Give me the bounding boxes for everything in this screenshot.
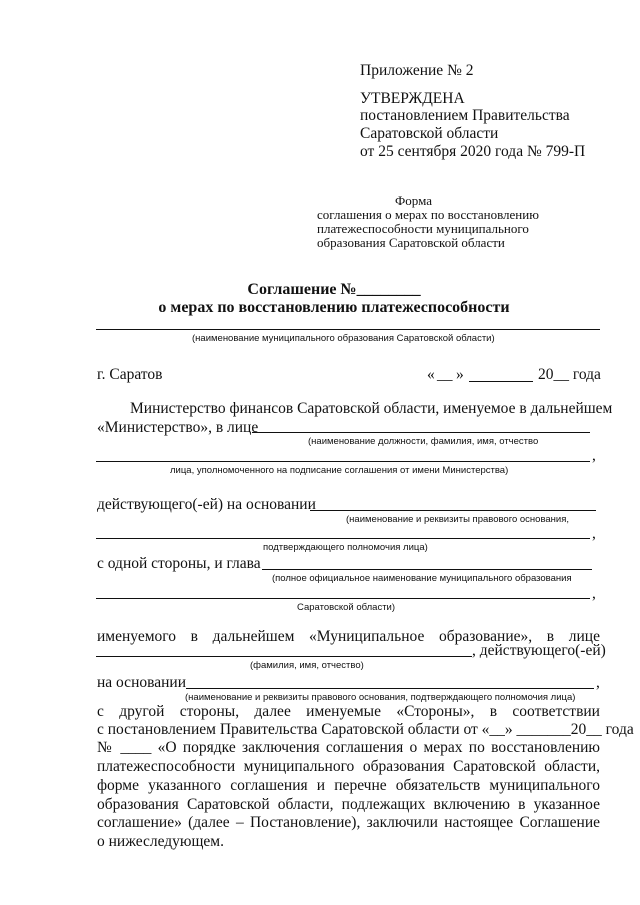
- date-year: 20__ года: [538, 366, 601, 383]
- ministry-official-line: [252, 432, 590, 433]
- final-paragraph-line: соглашение» (далее – Постановление), заключили настоящее Соглашение: [97, 814, 600, 831]
- approved-label: УТВЕРЖДЕНА: [360, 90, 465, 107]
- one-side-label: с одной стороны, и глава: [97, 555, 261, 572]
- agreement-subtitle: о мерах по восстановлению платежеспособности: [158, 299, 510, 316]
- final-paragraph-line: с постановлением Правительства Саратовской области от «__» _______20__ года: [97, 721, 634, 738]
- appendix-number: Приложение № 2: [360, 62, 474, 79]
- comma: ,: [592, 525, 596, 542]
- comma: ,: [592, 585, 596, 602]
- acting-basis-label: действующего(-ей) на основании: [97, 496, 316, 513]
- word: именуемые: [306, 703, 381, 720]
- municipality-hint: (наименование муниципального образования Саратовской области): [192, 333, 495, 344]
- municipality-full-name-line: [262, 569, 592, 570]
- acting-basis-line: [310, 510, 596, 511]
- word: в: [489, 703, 498, 720]
- date-month-line: [469, 381, 533, 382]
- city: г. Саратов: [97, 366, 163, 383]
- head-acting-suffix: , действующего(-ей): [472, 642, 606, 659]
- ministry-in-person: «Министерство», в лице: [97, 419, 259, 436]
- word: соответствии: [512, 703, 600, 720]
- municipality-full-name-hint: (полное официальное наименование муниципального образования: [272, 573, 572, 584]
- acting-basis-hint-2: подтверждающего полномочия лица): [263, 542, 428, 553]
- ministry-official-hint: (наименование должности, фамилия, имя, отчество: [308, 436, 539, 447]
- basis-line: [186, 688, 594, 689]
- comma: ,: [592, 447, 596, 464]
- municipality-name-line: [96, 329, 600, 330]
- final-paragraph-line: о нижеследующем.: [97, 833, 224, 850]
- form-label: Форма: [395, 193, 432, 208]
- word: «Муниципальное: [309, 628, 425, 645]
- word: именуемого: [97, 628, 176, 645]
- ministry-official-line-2: [96, 461, 590, 462]
- word: в: [190, 628, 198, 645]
- final-paragraph-line: платежеспособности муниципального образования Саратовской области,: [97, 758, 600, 775]
- agreement-title: Соглашение №________: [247, 281, 421, 298]
- final-paragraph-line: образования Саратовской области, подлежащих включению в указанное: [97, 796, 600, 813]
- approved-date-line: от 25 сентября 2020 года № 799-П: [360, 143, 586, 160]
- ministry-official-hint-2: лица, уполномоченного на подписание соглашения от имени Министерства): [170, 465, 509, 476]
- word: «Стороны»,: [396, 703, 475, 720]
- acting-basis-line-2: [96, 538, 590, 539]
- comma: ,: [596, 674, 600, 691]
- word: далее: [254, 703, 291, 720]
- head-name-line: [96, 656, 472, 657]
- word: стороны,: [179, 703, 240, 720]
- date-close-quote: »: [456, 366, 464, 383]
- form-caption-line: платежеспособности муниципального: [317, 221, 529, 236]
- municipality-full-name-line-2: [96, 598, 590, 599]
- form-caption-line: образования Саратовской области: [317, 235, 505, 250]
- final-paragraph-line: № ____ «О порядке заключения соглашения о мерах по восстановлению: [97, 739, 600, 756]
- word: с: [97, 703, 104, 720]
- word: лице: [568, 628, 600, 645]
- word: дальнейшем: [212, 628, 295, 645]
- approved-region-line: Саратовской области: [360, 125, 499, 142]
- form-caption-line: соглашения о мерах по восстановлению: [317, 207, 539, 222]
- municipality-full-name-hint-2: Саратовской области): [297, 602, 396, 613]
- date-day-blank: __: [437, 366, 453, 383]
- word: образование»,: [439, 628, 533, 645]
- final-paragraph-line: форме указанного соглашения и перечне обязательств муниципального: [97, 777, 600, 794]
- word: другой: [119, 703, 165, 720]
- acting-basis-hint: (наименование и реквизиты правового основания,: [346, 514, 570, 525]
- basis-hint: (наименование и реквизиты правового основания, подтверждающего полномочия лица): [185, 692, 576, 703]
- date-open-quote: «: [427, 366, 435, 383]
- word: в: [546, 628, 555, 645]
- approved-by-line: постановлением Правительства: [360, 107, 570, 124]
- head-name-hint: (фамилия, имя, отчество): [250, 660, 364, 671]
- ministry-paragraph: Министерство финансов Саратовской области, именуемое в дальнейшем: [130, 400, 613, 417]
- basis-label: на основании: [97, 674, 186, 691]
- final-paragraph-line: [97, 702, 600, 721]
